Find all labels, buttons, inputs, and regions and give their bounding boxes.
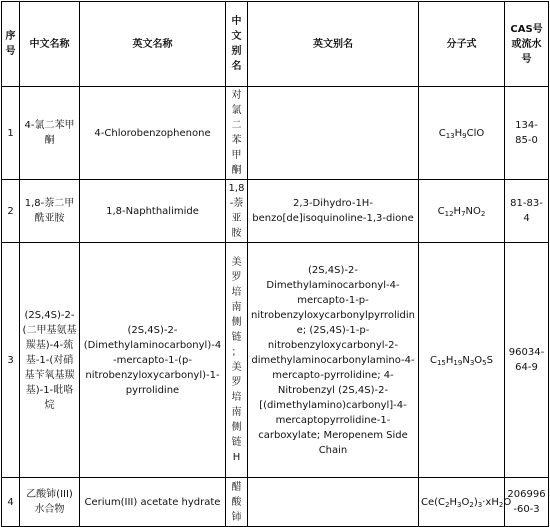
formula-subscript: 5	[482, 358, 487, 367]
cell-cn-alias: 美罗培南侧链；美罗培南侧链H	[226, 243, 248, 478]
table-row	[2, 478, 549, 527]
formula-subscript: 2	[480, 209, 486, 218]
cell-cn-name: 1,8-萘二甲酰亚胺	[20, 180, 80, 243]
cell-cas: 206996-60-3	[505, 478, 549, 527]
cell-seq: 1	[2, 87, 20, 180]
cell-formula: $C_{15}H_{19}N_3O_5S$	[419, 243, 505, 478]
cell-formula: $C_{12}H_7NO_2$	[419, 180, 505, 243]
cell-formula: $Ce(C_2H_3O_2)_3\cdot xH_2O$	[419, 478, 505, 527]
cell-en-name: 4-Chlorobenzophenone	[80, 87, 226, 180]
header-formula: 分子式	[419, 2, 505, 87]
cell-en-alias	[248, 478, 419, 527]
header-cn-name: 中文名称	[20, 2, 80, 87]
header-row	[2, 2, 549, 87]
formula-subscript: 12	[444, 209, 454, 218]
cell-en-alias: 2,3-Dihydro-1H-benzo[de]isoquinoline-1,3-dione	[248, 180, 419, 243]
cell-seq: 2	[2, 180, 20, 243]
cell-en-name: 1,8-Naphthalimide	[80, 180, 226, 243]
header-seq: 序号	[2, 2, 20, 87]
cell-cn-alias: 醋酸铈	[226, 478, 248, 527]
header-en-alias: 英文别名	[248, 2, 419, 87]
formula-subscript: 9	[462, 131, 467, 140]
table-row	[2, 87, 549, 180]
formula-subscript: 7	[461, 209, 466, 218]
header-cn-alias: 中文别名	[226, 2, 248, 87]
formula-subscript: 3	[469, 358, 475, 367]
cell-cn-alias: 1,8-萘亚胺	[226, 180, 248, 243]
cell-en-alias	[248, 87, 419, 180]
header-cas: CAS号或流水号	[505, 2, 549, 87]
cell-cas: 96034-64-9	[505, 243, 549, 478]
formula-subscript: 2	[469, 500, 474, 509]
formula-subscript: 3	[477, 500, 483, 509]
cell-cn-alias: 对氯二苯甲酮	[226, 87, 248, 180]
table-row	[2, 243, 549, 478]
cell-cas: 81-83-4	[505, 180, 549, 243]
header-en-name: 英文名称	[80, 2, 226, 87]
cell-cn-name: 4-氯二苯甲酮	[20, 87, 80, 180]
cell-cas: 134-85-0	[505, 87, 549, 180]
cell-cn-name: (2S,4S)-2-(二甲基氨基羰基)-4-巯基-1-(对硝基苄氧基羰基)-1-吡咯烷	[20, 243, 80, 478]
cell-seq: 3	[2, 243, 20, 478]
cell-formula: $C_{13}H_9ClO$	[419, 87, 505, 180]
formula-subscript: 3	[457, 500, 462, 509]
formula-subscript: 2	[498, 500, 504, 509]
formula-subscript: 13	[445, 131, 455, 140]
formula-subscript: 15	[436, 358, 446, 367]
formula-subscript: 2	[445, 500, 450, 509]
cell-cn-name: 乙酸铈(III)水合物	[20, 478, 80, 527]
chemical-table	[1, 1, 549, 527]
cell-en-name: Cerium(III) acetate hydrate	[80, 478, 226, 527]
table-row	[2, 180, 549, 243]
formula-subscript: 19	[453, 358, 463, 367]
cell-en-name: (2S,4S)-2-(Dimethylaminocarbonyl)-4-mercapto-1-(p-nitrobenzyloxycarbonyl)-1-pyrrolidine	[80, 243, 226, 478]
cell-seq: 4	[2, 478, 20, 527]
cell-en-alias: (2S,4S)-2-Dimethylaminocarbonyl-4-mercapto-1-p-nitrobenzyloxycarbonylpyrrolidine; (2S,4S)-1-p-nitrobenzyloxycarbonyl-2-dimethylaminocarbonylamino-4-mercapto-pyrrolidine; 4-Nitrobenzyl (2S,4S)-2-[(dimethylamino)carbonyl]-4-mercaptopyrrolidine-1-carboxylate; Meropenem Side Chain	[248, 243, 419, 478]
